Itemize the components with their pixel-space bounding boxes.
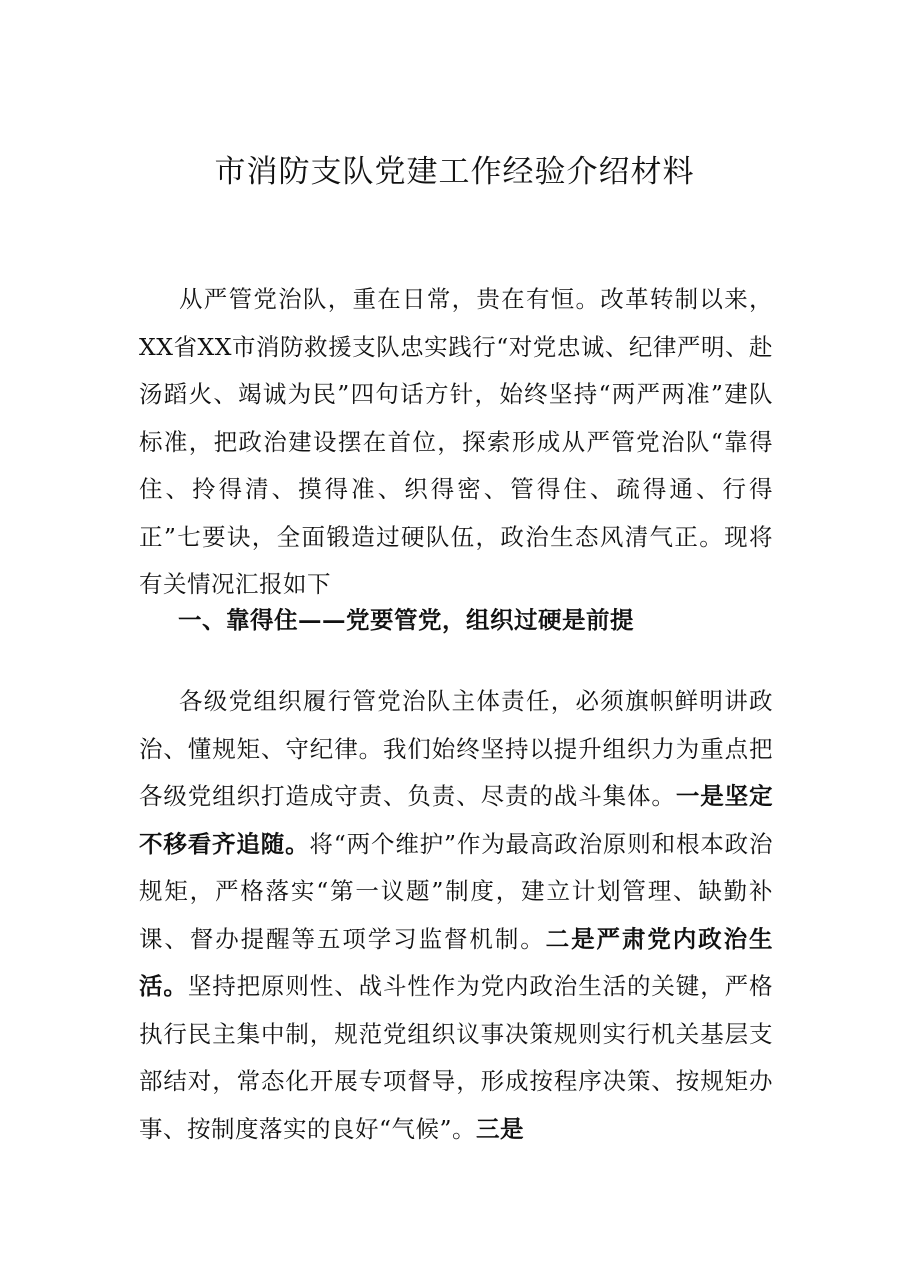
paragraph-text: 各级党组织履行管党治队主体责任，必须旗帜鲜明讲政治、懂规矩、守纪律。我们始终坚持以提升组织力为重点把各级党组织打造成守责、负责、尽责的战斗集体。 <box>139 687 773 810</box>
intro-paragraph: 从严管党治队，重在日常，贵在有恒。改革转制以来，XX省XX市消防救援支队忠实践行“对党忠诚、纪律严明、赴汤蹈火、竭诚为民”四句话方针，始终坚持“两严两准”建队标准，把政治建设摆在首位，探索形成从严管党治队“靠得住、拎得清、摸得准、织得密、管得住、疏得通、行得正”七要诀，全面锻造过硬队伍，政治生态风清气正。现将有关情况汇报如下 <box>139 285 773 598</box>
bold-point-three: 三是 <box>476 1114 525 1143</box>
section-paragraph <box>139 678 773 1153</box>
bold-point-two: 二是严肃党内政治生活。 <box>139 924 774 1000</box>
bold-point-one: 一是坚定不移看齐追随。 <box>139 782 774 858</box>
document-title: 市消防支队党建工作经验介绍材料 <box>214 154 695 190</box>
section-heading: 一、靠得住——党要管党，组织过硬是前提 <box>178 606 634 634</box>
paragraph-text: 坚持把原则性、战斗性作为党内政治生活的关键，严格执行民主集中制，规范党组织议事决策规则实行机关基层支部结对，常态化开展专项督导，形成按程序决策、按规矩办事、按制度落实的良好“气候”。 <box>139 972 774 1143</box>
paragraph-text: 将“两个维护”作为最高政治原则和根本政治规矩，严格落实“第一议题”制度，建立计划管理、缺勤补课、督办提醒等五项学习监督机制。 <box>139 829 774 953</box>
